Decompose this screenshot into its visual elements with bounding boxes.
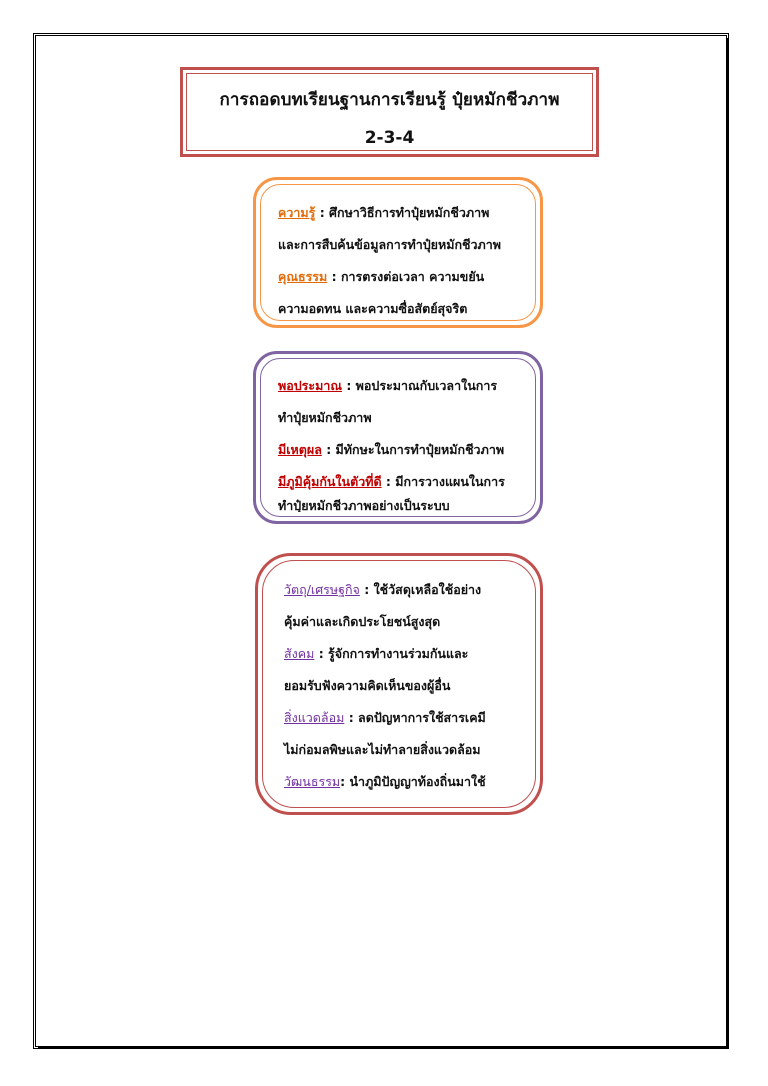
moderation-label: พอประมาณ	[278, 378, 342, 393]
page-title: การถอดบทเรียนฐานการเรียนรู้ ปุ๋ยหมักชีวภาพ	[219, 90, 560, 110]
immunity-line-2-clipped	[278, 498, 530, 512]
knowledge-label: ความรู้	[278, 205, 316, 220]
moderation-text-cont: ทำปุ๋ยหมักชีวภาพ	[278, 410, 372, 425]
principles-card	[253, 351, 543, 524]
knowledge-line-1	[278, 197, 530, 229]
virtue-line-1	[278, 261, 530, 293]
moderation-line-2	[278, 402, 530, 434]
virtue-label: คุณธรรม	[278, 269, 328, 284]
knowledge-line-2	[278, 229, 530, 261]
immunity-line-1	[278, 466, 530, 498]
society-label: สังคม	[284, 646, 315, 661]
knowledge-card	[253, 177, 543, 328]
dimensions-lines	[284, 574, 530, 798]
virtue-line-2	[278, 293, 530, 325]
economy-line-2	[284, 606, 530, 638]
environment-text-cont: ไม่ก่อมลพิษและไม่ทำลายสิ่งแวดล้อม	[284, 742, 481, 757]
environment-line-2	[284, 734, 530, 766]
virtue-text: : การตรงต่อเวลา ความขยัน	[327, 269, 485, 284]
moderation-line-1	[278, 370, 530, 402]
environment-line-1	[284, 702, 530, 734]
economy-line-1	[284, 574, 530, 606]
society-text: : รู้จักการทำงานร่วมกันและ	[314, 646, 469, 661]
society-text-cont: ยอมรับฟังความคิดเห็นของผู้อื่น	[284, 678, 451, 693]
dimensions-card	[255, 553, 543, 815]
immunity-label: มีภูมิคุ้มกันในตัวที่ดี	[278, 474, 382, 489]
immunity-text: : มีการวางแผนในการ	[381, 474, 505, 489]
society-line-1	[284, 638, 530, 670]
culture-line	[284, 766, 530, 798]
title-box	[180, 67, 599, 157]
knowledge-lines	[278, 197, 530, 325]
culture-label: วัฒนธรรม	[284, 774, 341, 789]
environment-label: สิ่งแวดล้อม	[284, 710, 345, 725]
culture-text: : นำภูมิปัญญาท้องถิ่นมาใช้	[340, 774, 486, 789]
reasonableness-label: มีเหตุผล	[278, 442, 322, 457]
reasonableness-text: : มีทักษะในการทำปุ๋ยหมักชีวภาพ	[321, 442, 505, 457]
virtue-text-cont: ความอดทน และความซื่อสัตย์สุจริต	[278, 301, 468, 316]
moderation-text: : พอประมาณกับเวลาในการ	[341, 378, 498, 393]
economy-text: : ใช้วัสดุเหลือใช้อย่าง	[359, 582, 482, 597]
economy-label: วัตถุ/เศรษฐกิจ	[284, 582, 360, 597]
page-code: 2-3-4	[364, 128, 415, 148]
economy-text-cont: คุ้มค่าและเกิดประโยชน์สูงสุด	[284, 614, 441, 629]
knowledge-text: : ศึกษาวิธีการทำปุ๋ยหมักชีวภาพ	[315, 205, 490, 220]
principles-lines	[278, 370, 530, 512]
knowledge-text-cont: และการสืบค้นข้อมูลการทำปุ๋ยหมักชีวภาพ	[278, 237, 502, 252]
society-line-2	[284, 670, 530, 702]
immunity-text-cont: ทำปุ๋ยหมักชีวภาพอย่างเป็นระบบ	[278, 498, 450, 512]
reasonableness-line	[278, 434, 530, 466]
environment-text: : ลดปัญหาการใช้สารเคมี	[344, 710, 486, 725]
